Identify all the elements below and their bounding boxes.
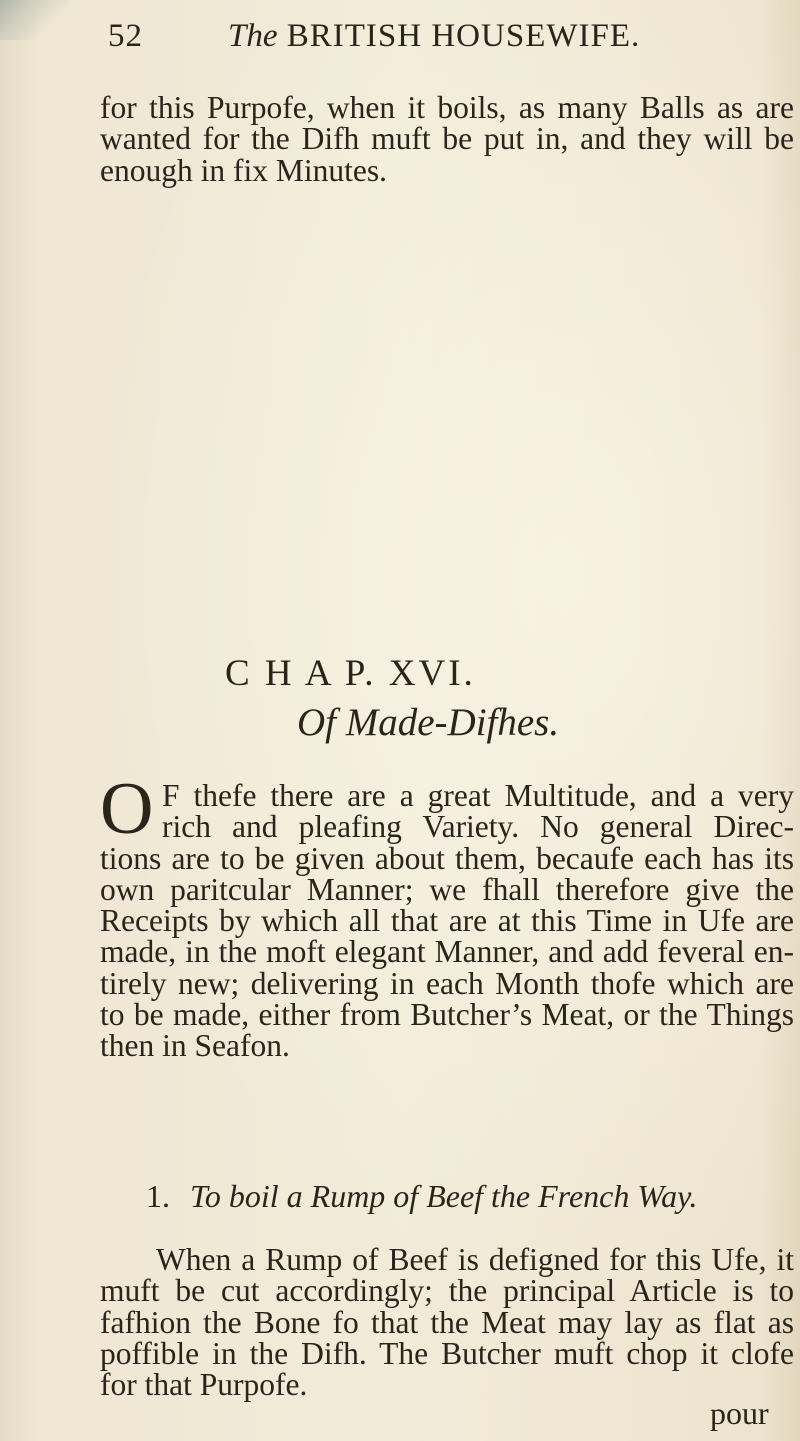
drop-cap: O: [100, 768, 154, 850]
text-line: to be made, either from Butcher’s Meat, or the Things: [100, 997, 794, 1033]
intro-paragraph: [100, 780, 794, 1062]
chapter-number: C H A P. XVI.: [225, 653, 476, 694]
text-line: for this Purpofe, when it boils, as many Balls as are: [100, 90, 794, 125]
catchword: pour: [710, 1395, 769, 1431]
text-line: Receipts by which all that are at this Time in Ufe are: [100, 903, 794, 939]
running-head: [108, 14, 798, 58]
text-line: enough in fix Minutes.: [100, 152, 387, 188]
page-number: 52: [108, 18, 143, 54]
chapter-title: Of Made-Difhes.: [297, 701, 560, 744]
text-line: then in Seafon.: [100, 1028, 290, 1064]
running-title: [228, 18, 640, 54]
text-line: tirely new; delivering in each Month thofe which are: [100, 965, 794, 1001]
text-line: for that Purpofe.: [100, 1367, 308, 1403]
continued-paragraph: [100, 92, 794, 186]
text-line: fafhion the Bone fo that the Meat may lay as flat as: [100, 1304, 794, 1340]
text-line: muft be cut accordingly; the principal Article is to: [100, 1273, 794, 1309]
text-line: wanted for the Difh muft be put in, and they will be: [100, 121, 794, 157]
text-line: made, in the moft elegant Manner, and add feveral en-: [100, 934, 794, 970]
running-title-main: BRITISH HOUSEWIFE.: [286, 18, 641, 54]
recipe-number: 1.: [146, 1178, 170, 1214]
text-line: own paritcular Manner; we fhall therefore give the: [100, 871, 794, 907]
text-line: F thefe there are a great Multitude, and a very: [162, 778, 794, 813]
recipe-title-text: To boil a Rump of Beef the French Way.: [190, 1178, 698, 1214]
recipe-paragraph-1: [100, 1242, 794, 1403]
text-line: poffible in the Difh. The Butcher muft chop it clofe: [100, 1335, 794, 1371]
recipe-title: [146, 1178, 746, 1215]
text-line: rich and pleafing Variety. No general Direc-: [162, 809, 794, 845]
text-line: When a Rump of Beef is defigned for this Ufe, it: [156, 1242, 794, 1277]
page-corner-shadow: [0, 0, 70, 40]
running-title-article: The: [228, 18, 278, 54]
text-line: tions are to be given about them, becaufe each has its: [100, 840, 794, 876]
